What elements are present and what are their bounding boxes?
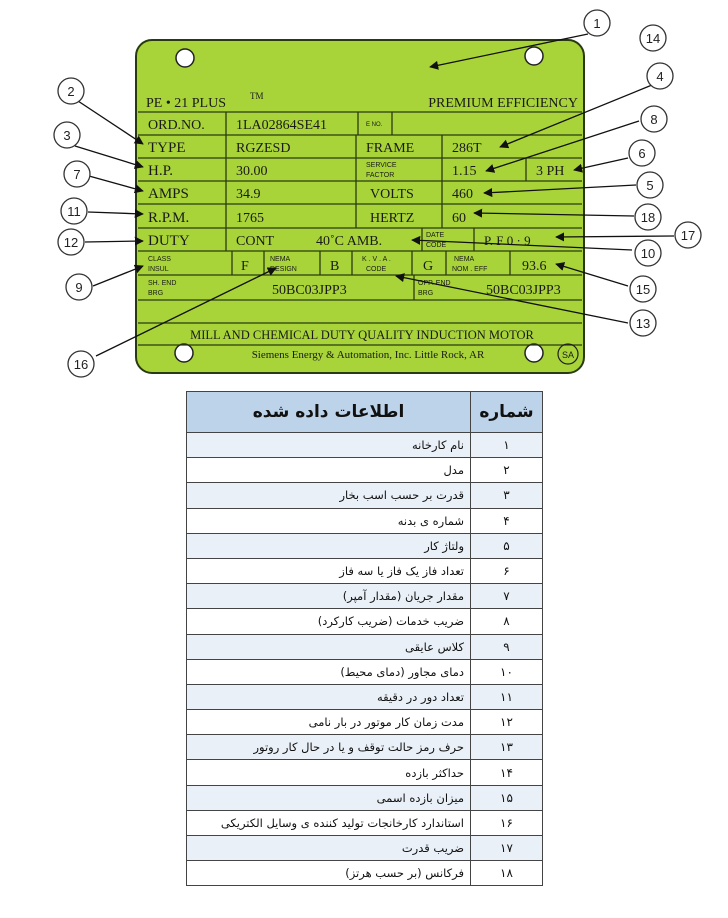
- header-number: شماره: [471, 392, 543, 433]
- callout-label-18: 18: [640, 210, 656, 225]
- e-no-label: E NO.: [366, 122, 383, 128]
- legend-table: [186, 391, 543, 886]
- date-code-label-1: DATE: [426, 232, 445, 239]
- callout-label-10: 10: [640, 246, 656, 261]
- mounting-hole: [525, 47, 543, 65]
- table-row: [187, 458, 543, 483]
- callout-label-12: 12: [63, 235, 79, 250]
- callout-label-4: 4: [656, 69, 664, 84]
- callout-label-16: 16: [73, 357, 89, 372]
- date-code-label-2: CODE: [426, 242, 447, 249]
- callout-label-7: 7: [73, 167, 81, 182]
- callout-label-6: 6: [638, 146, 646, 161]
- row-description: تعداد فاز یک فاز یا سه فاز: [187, 558, 471, 583]
- row-description: تعداد دور در دقیقه: [187, 684, 471, 709]
- ambient-temp-value: 40˚C AMB.: [316, 234, 383, 249]
- phase-value: 3 PH: [536, 164, 565, 179]
- callout-label-5: 5: [646, 178, 654, 193]
- duty-label: DUTY: [148, 233, 190, 249]
- row-description: حرف رمز حالت توقف و یا در حال کار روتور: [187, 735, 471, 760]
- plate-efficiency-title: PREMIUM EFFICIENCY: [428, 96, 578, 111]
- opp-end-brg-label-1: OPP. END: [418, 280, 451, 287]
- row-description: شماره ی بدنه: [187, 508, 471, 533]
- rpm-label: R.P.M.: [148, 210, 190, 226]
- callout-label-17: 17: [680, 228, 696, 243]
- mounting-hole: [175, 344, 193, 362]
- row-number: ۴: [471, 508, 543, 533]
- row-number: ۱۱: [471, 684, 543, 709]
- mounting-hole: [176, 49, 194, 67]
- row-number: ۱۴: [471, 760, 543, 785]
- row-description: مدل: [187, 458, 471, 483]
- row-number: ۱۰: [471, 659, 543, 684]
- table-row: [187, 760, 543, 785]
- row-number: ۶: [471, 558, 543, 583]
- table-row: [187, 785, 543, 810]
- row-number: ۱۳: [471, 735, 543, 760]
- volts-label: VOLTS: [370, 187, 414, 202]
- type-label: TYPE: [148, 140, 186, 156]
- callout-label-8: 8: [650, 112, 658, 127]
- duty-value: CONT: [236, 234, 275, 249]
- header-description: اطلاعات داده شده: [187, 392, 471, 433]
- table-row: [187, 433, 543, 458]
- nominal-efficiency-value: 93.6: [522, 259, 547, 274]
- legend-header-row: [187, 392, 543, 433]
- nameplate-diagram: [0, 0, 728, 385]
- table-row: [187, 609, 543, 634]
- table-row: [187, 710, 543, 735]
- plate-model-title: PE • 21 PLUS: [146, 96, 226, 111]
- nema-eff-label-1: NEMA: [454, 256, 475, 263]
- row-number: ۱: [471, 433, 543, 458]
- nema-design-value: B: [330, 259, 340, 274]
- row-number: ۱۶: [471, 810, 543, 835]
- opp-end-bearing-value: 50BC03JPP3: [486, 283, 561, 298]
- row-description: دمای مجاور (دمای محیط): [187, 659, 471, 684]
- service-factor-label-2: FACTOR: [366, 172, 395, 179]
- callout-label-11: 11: [67, 204, 81, 219]
- row-description: مقدار جریان (مقدار آمپر): [187, 584, 471, 609]
- row-description: حداکثر بازده: [187, 760, 471, 785]
- table-row: [187, 533, 543, 558]
- insulation-class-value: F: [241, 259, 249, 274]
- mounting-hole: [525, 344, 543, 362]
- table-row: [187, 735, 543, 760]
- row-number: ۳: [471, 483, 543, 508]
- row-description: ولتاژ کار: [187, 533, 471, 558]
- row-number: ۲: [471, 458, 543, 483]
- hertz-value: 60: [452, 211, 466, 226]
- plate-footer-manufacturer: Siemens Energy & Automation, Inc. Little Rock, AR: [251, 349, 485, 361]
- kva-code-label-2: CODE: [366, 266, 387, 273]
- row-number: ۱۸: [471, 861, 543, 886]
- frame-value: 286T: [452, 141, 482, 156]
- kva-code-label-1: K . V . A .: [362, 256, 391, 263]
- table-row: [187, 634, 543, 659]
- class-insul-label-2: INSUL: [148, 266, 169, 273]
- hp-value: 30.00: [236, 164, 268, 179]
- service-factor-value: 1.15: [452, 164, 477, 179]
- power-factor-value: P. F 0 · 9: [484, 233, 531, 248]
- row-number: ۱۵: [471, 785, 543, 810]
- table-row: [187, 836, 543, 861]
- callout-label-13: 13: [635, 316, 651, 331]
- table-row: [187, 584, 543, 609]
- table-row: [187, 558, 543, 583]
- plate-footer-main: MILL AND CHEMICAL DUTY QUALITY INDUCTION MOTOR: [190, 328, 534, 342]
- ord-no-value: 1LA02864SE41: [236, 118, 327, 133]
- sa-mark-text: SA: [561, 350, 575, 360]
- row-description: نام کارخانه: [187, 433, 471, 458]
- row-description: کلاس عایقی: [187, 634, 471, 659]
- amps-value: 34.9: [236, 187, 261, 202]
- row-number: ۱۷: [471, 836, 543, 861]
- callout-label-2: 2: [67, 84, 75, 99]
- class-insul-label-1: CLASS: [148, 256, 171, 263]
- row-number: ۷: [471, 584, 543, 609]
- callout-label-9: 9: [75, 280, 83, 295]
- callout-label-1: 1: [593, 16, 601, 31]
- sh-end-brg-label-2: BRG: [148, 290, 164, 297]
- row-description: ضریب قدرت: [187, 836, 471, 861]
- row-number: ۹: [471, 634, 543, 659]
- sh-end-brg-label-1: SH. END: [148, 280, 177, 287]
- hertz-label: HERTZ: [370, 211, 415, 226]
- opp-end-brg-label-2: BRG: [418, 290, 434, 297]
- row-description: قدرت بر حسب اسب بخار: [187, 483, 471, 508]
- row-description: میزان بازده اسمی: [187, 785, 471, 810]
- sh-end-bearing-value: 50BC03JPP3: [272, 283, 347, 298]
- table-row: [187, 483, 543, 508]
- type-value: RGZESD: [236, 141, 291, 156]
- kva-code-value: G: [423, 259, 434, 274]
- table-row: [187, 684, 543, 709]
- row-description: استاندارد کارخانجات تولید کننده ی وسایل الکتریکی: [187, 810, 471, 835]
- nema-design-label-1: NEMA: [270, 256, 291, 263]
- row-number: ۸: [471, 609, 543, 634]
- row-description: فرکانس (بر حسب هرتز): [187, 861, 471, 886]
- hp-label: H.P.: [148, 163, 174, 179]
- amps-label: AMPS: [148, 186, 189, 202]
- row-description: ضریب خدمات (ضریب کارکرد): [187, 609, 471, 634]
- nema-eff-label-2: NOM . EFF: [452, 266, 488, 273]
- row-description: مدت زمان کار موتور در بار نامی: [187, 710, 471, 735]
- ord-no-label: ORD.NO.: [148, 118, 205, 133]
- table-row: [187, 659, 543, 684]
- table-row: [187, 810, 543, 835]
- plate-tm-mark: TM: [250, 91, 264, 101]
- rpm-value: 1765: [236, 211, 264, 226]
- table-row: [187, 508, 543, 533]
- volts-value: 460: [452, 187, 473, 202]
- nema-design-label-2: DESIGN: [270, 266, 297, 273]
- row-number: ۵: [471, 533, 543, 558]
- callout-label-14: 14: [645, 31, 661, 46]
- row-number: ۱۲: [471, 710, 543, 735]
- callout-label-15: 15: [635, 282, 651, 297]
- table-row: [187, 861, 543, 886]
- callout-label-3: 3: [63, 128, 71, 143]
- frame-label: FRAME: [366, 141, 415, 156]
- service-factor-label-1: SERVICE: [366, 162, 397, 169]
